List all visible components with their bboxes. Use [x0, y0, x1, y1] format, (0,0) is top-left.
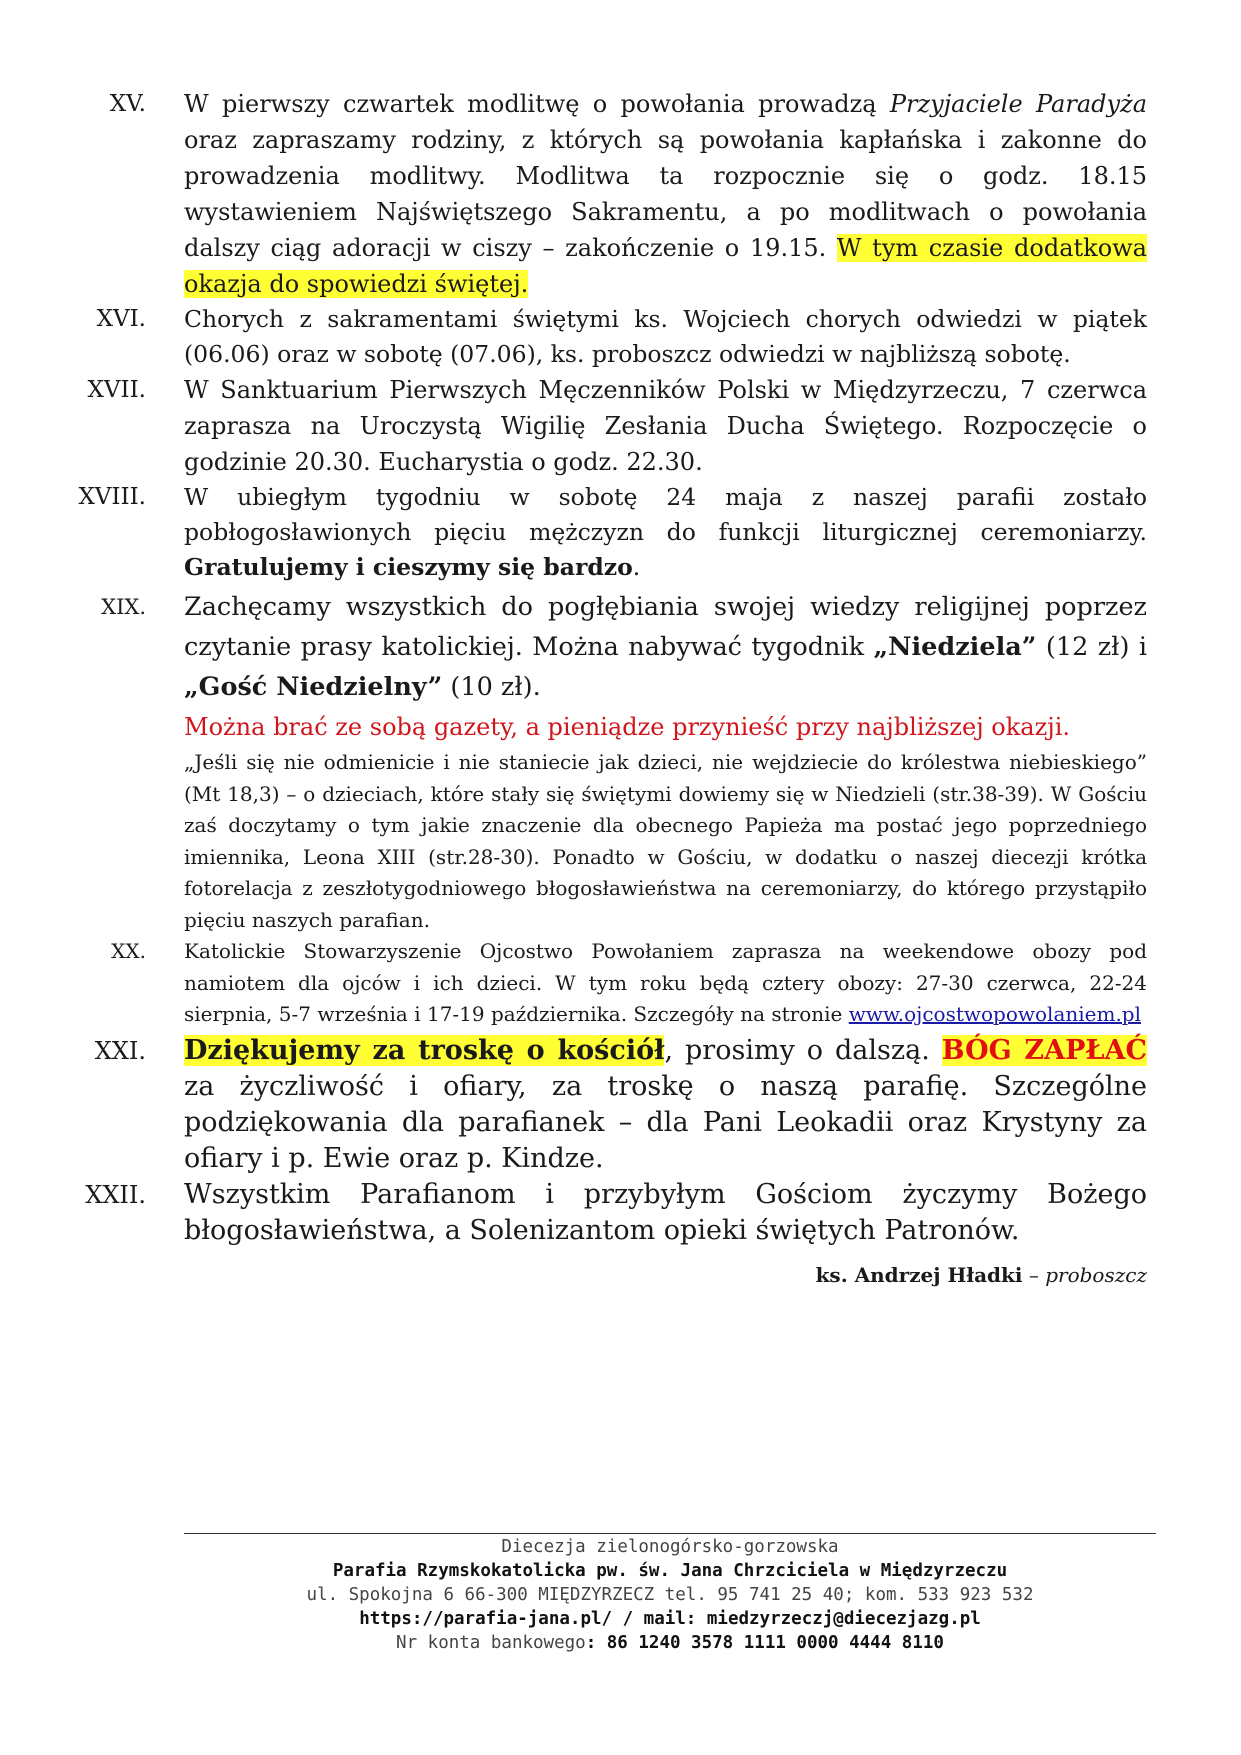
announcement-item-xxii	[0, 1177, 1241, 1249]
text-segment: , prosimy o dalszą.	[664, 1034, 942, 1066]
item-text: Chorych z sakramentami świętymi ks. Wojciech chorych odwiedzi w piątek (06.06) oraz w sobotę (07.06), ks. proboszcz odwiedzi w najbliższą sobotę.	[184, 305, 1147, 368]
item-text: Wszystkim Parafianom i przybyłym Gościom życzymy Bożego błogosławieństwa, a Solenizantom opieki świętych Patronów.	[184, 1178, 1147, 1246]
press-summary: „Jeśli się nie odmienicie i nie staniecie jak dzieci, nie wejdziecie do królestwa niebieskiego” (Mt 18,3) – o dzieciach, które stały się świętymi dowiemy się w Niedzieli (str.38-39). W Gościu zaś doczytamy o tym jakie znaczenie dla obecnego Papieża ma postać jego poprzedniego imiennika, Leona XIII (str.28-30). Ponadto w Gościu, w dodatku o naszej diecezji krótka fotorelacja z zeszłotygodniowego błogosławieństwa na ceremoniarzy, do którego przystąpiło pięciu naszych parafian.	[184, 750, 1147, 932]
red-note: Można brać ze sobą gazety, a pieniądze przynieść przy najbliższej okazji.	[184, 713, 1070, 741]
announcement-item-xx	[0, 936, 1241, 1031]
bank-number: : 86 1240 3578 1111 0000 4444 8110	[585, 1633, 944, 1653]
bold-text: Gratulujemy i cieszymy się bardzo	[184, 553, 633, 581]
item-text	[184, 86, 1147, 302]
item-number: XVIII.	[78, 484, 146, 510]
announcement-item-xxi	[0, 1033, 1241, 1177]
announcements-list	[0, 86, 1241, 1249]
footer-parish-name: Parafia Rzymskokatolicka pw. św. Jana Chrzciciela w Międzyrzeczu	[332, 1561, 1008, 1581]
footer-diocese: Diecezja zielonogórsko-gorzowska	[501, 1537, 839, 1557]
text-segment: W ubiegłym tygodniu w sobotę 24 maja z naszej parafii zostało pobłogosławionych pięciu mężczyzn do funkcji liturgicznej ceremoniarzy.	[184, 483, 1147, 546]
item-text: W Sanktuarium Pierwszych Męczenników Polski w Międzyrzeczu, 7 czerwca zaprasza na Uroczystą Wigilię Zesłania Ducha Świętego. Rozpoczęcie o godzinie 20.30. Eucharystia o godz. 22.30.	[184, 376, 1147, 476]
item-number: XV.	[109, 91, 146, 117]
text-segment: oraz zapraszamy rodziny, z których są powołania kapłańska i zakonne do prowadzenia modlitwy. Modlitwa ta rozpocznie się o godz. 18.15 wystawieniem Najświętszego Sakramentu, a po modlitwach o powołania dalszy ciąg adoracji w ciszy – zakończenie o 19.15.	[184, 126, 1147, 262]
item-number: XIX.	[101, 595, 146, 619]
footer-address: ul. Spokojna 6 66-300 MIĘDZYRZECZ tel. 95 741 25 40; kom. 533 923 532	[306, 1585, 1034, 1605]
footer-divider	[184, 1533, 1156, 1534]
signature	[816, 1263, 1147, 1287]
item-number: XX.	[111, 939, 146, 963]
announcement-item-xvi	[0, 302, 1241, 372]
signature-separator: –	[1022, 1263, 1046, 1287]
item-text	[184, 1033, 1147, 1177]
website-link[interactable]: www.ojcostwopowolaniem.pl	[848, 1002, 1141, 1026]
text-segment: Zachęcamy wszystkich do pogłębiania swojej wiedzy religijnej poprzez czytanie prasy katolickiej. Można nabywać tygodnik	[184, 592, 1147, 662]
item-number: XVI.	[96, 306, 146, 332]
bold-text: „Gość Niedzielny”	[184, 672, 443, 702]
footer-bank-account	[184, 1631, 1156, 1655]
text-segment: za życzliwość i ofiary, za troskę o naszą parafię. Szczególne podziękowania dla parafianek – dla Pani Leokadii oraz Krystyny za ofiary i p. Ewie oraz p. Kindze.	[184, 1070, 1147, 1174]
item-number: XVII.	[87, 377, 146, 403]
announcement-item-xviii	[0, 480, 1241, 585]
highlighted-text: W tym czasie dodatkowa okazja do spowiedzi świętej.	[184, 234, 1147, 298]
signature-role: proboszcz	[1045, 1263, 1147, 1287]
bank-label: Nr konta bankowego	[396, 1633, 586, 1653]
item-number: XXII.	[85, 1180, 146, 1209]
item-text	[184, 936, 1147, 1031]
item-text	[184, 480, 1147, 585]
announcement-item-xvii	[0, 372, 1241, 480]
item-number: XXI.	[94, 1036, 146, 1065]
text-segment: Katolickie Stowarzyszenie Ojcostwo Powołaniem zaprasza na weekendowe obozy pod namiotem dla ojców i ich dzieci. W tym roku będą cztery obozy: 27-30 czerwca, 22-24 sierpnia, 5-7 września i 17-19 października. Szczegóły na stronie	[184, 939, 1147, 1026]
text-segment: W pierwszy czwartek modlitwę o powołania prowadzą	[184, 90, 890, 118]
footer	[184, 1535, 1156, 1655]
bold-text: „Niedziela”	[873, 632, 1037, 662]
announcement-item-xix	[0, 587, 1241, 936]
signature-name: ks. Andrzej Hładki	[815, 1263, 1023, 1287]
item-text	[184, 587, 1147, 707]
highlighted-red-text: BÓG ZAPŁAĆ	[941, 1034, 1147, 1066]
italic-text: Przyjaciele Paradyża	[889, 90, 1147, 118]
text-segment: .	[632, 553, 641, 581]
text-segment: (12 zł) i	[1036, 632, 1147, 662]
announcement-item-xv	[0, 86, 1241, 302]
footer-web-mail: https://parafia-jana.pl/ / mail: miedzyrzeczj@diecezjazg.pl	[359, 1609, 981, 1629]
text-segment: (10 zł).	[442, 672, 541, 702]
highlighted-bold-text: Dziękujemy za troskę o kościół	[184, 1034, 665, 1066]
